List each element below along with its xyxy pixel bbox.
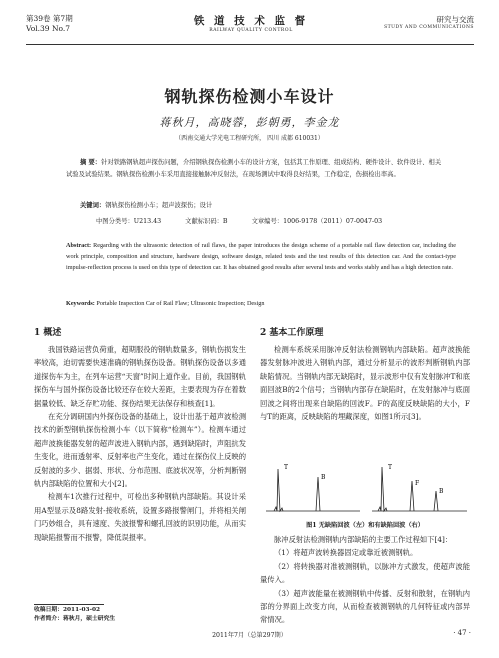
issue-footer: 2011年7月（总第297期） <box>212 632 287 639</box>
left-column <box>34 325 246 544</box>
section1-body <box>34 343 246 544</box>
column-en: STUDY AND COMMUNICATIONS <box>384 25 474 30</box>
section2-paragraph: 检测车系统采用脉冲反射法检测钢轨内部缺陷。超声波换能器发射脉冲波进入钢轨内部，通过分析显示的波形判断钢轨内部缺陷情况。当钢轨内部无缺陷时，显示波形中仅有发射脉冲T和底面回波B的2个信号；当钢轨内部存在缺陷时，在发射脉冲与底面回波之间将出现来自缺陷的回波F。F的高度反映缺陷的大小，F与T的距离，反映缺陷的埋藏深度，如图1所示[3]。 <box>260 345 470 422</box>
volume-cn: 第39卷 第7期 <box>26 14 73 23</box>
right-column-lower <box>260 520 470 627</box>
volume-en: Vol.39 No.7 <box>26 24 71 33</box>
abstract-en-text: Regarding with the ultrasonic detection of rail flaws, the paper introduces the design scheme of a portable rail flaw detection car, including the work principle, composition and structure, hardware design, software design, related tests and the test results of this detection car. And the contact-type impulse-reflection process is used on this type of detection car. It has obtained good results after several tests and works stably and has a high detection rate. <box>66 242 456 271</box>
section2-list-item: （1）将超声波转换器固定或靠近被测钢轨。 <box>274 548 418 558</box>
f-label-right: F <box>415 480 420 487</box>
b-label-right: B <box>439 488 444 495</box>
abstract-en <box>66 240 456 273</box>
footnote <box>34 606 115 624</box>
footnote-rule <box>34 604 104 605</box>
journal-name <box>171 13 331 33</box>
t-label-left: T <box>284 464 289 471</box>
journal-name-cn: 铁 道 技 术 监 督 <box>193 15 309 27</box>
t-label-right: T <box>388 464 393 471</box>
flaw-echo-right <box>410 481 414 511</box>
column-info <box>384 14 474 30</box>
article-number: 文章编号：1006-9178（2011）07-0047-03 <box>251 218 383 225</box>
section2-paragraph: 脉冲反射法检测钢轨内部缺陷的主要工作过程如下[4]： <box>274 535 453 544</box>
journal-name-en: RAILWAY QUALITY CONTROL <box>209 28 293 33</box>
keywords-cn <box>66 200 460 209</box>
column-cn: 研究与交流 <box>436 15 474 24</box>
authors: 蒋秋月，高晓蓉，彭朝勇，李金龙 <box>159 116 340 129</box>
section1-heading: 1 概述 <box>34 328 62 338</box>
transmit-pulse-right <box>378 467 387 511</box>
figure-caption: 图1 无缺陷回波（左）和有缺陷回波（右） <box>306 522 424 529</box>
right-column <box>260 325 470 423</box>
volume-info <box>26 14 73 34</box>
section2-list-item: （3）超声波能量在被测钢轨中传播、反射和散射，在钢轨内部的分界面上改变方向，从而检查被测钢轨的几何特征或内部异常情况。 <box>260 588 470 625</box>
keywords-cn-text: 钢轨探伤检测小车；超声波探伤；设计 <box>105 202 213 209</box>
clc-number: 中图分类号：U213.43 <box>96 218 162 225</box>
bottom-echo-left <box>316 477 320 511</box>
section1-paragraph: 在充分调研国内外探伤设备的基础上，设计出基于超声波检测技术的新型钢轨探伤检测小车（以下简称“检测车”）。检测车通过超声波换能器发射的超声波进入钢轨内部，遇到缺陷时，声阻抗发生变化，进而透射率、反射率也产生变化，通过在探伤仪上反映的反射波的多少、据弱、形状、分布范围、底波状况等，分析判断钢轨内部缺陷的位置和大小[2]。 <box>34 412 246 489</box>
keywords-cn-label: 关键词： <box>80 202 106 209</box>
keywords-en-label: Keywords: <box>66 300 95 307</box>
keywords-en <box>66 300 456 307</box>
ultrasonic-echo-figure <box>264 455 469 515</box>
abstract-cn <box>66 157 446 180</box>
paper-title: 钢轨探伤检测小车设计 <box>164 87 335 106</box>
transmit-pulse-left <box>274 469 283 511</box>
received-date: 收稿日期：2011-03-02 <box>34 607 101 613</box>
doc-code: 文献标识码：B <box>185 218 228 225</box>
bottom-echo-right <box>434 491 438 511</box>
author-bio: 作者简介：蒋秋月，硕士研究生 <box>34 616 116 622</box>
section1-paragraph: 我国铁路运营负荷重，超期服役的钢轨数量多，钢轨伤损发生率较高，迫切需要快速准确的钢轨探伤设备。钢轨探伤设备以多通道探伤车为主，在列车运营“天窗”时间上道作业。目前，我国钢轨探伤车与国外探伤设备比较还存在较大差距，主要表现为存在着数据量较低、缺乏存贮功能、探伤结果无法保存和核查[1]。 <box>34 345 246 408</box>
abstract-en-label: Abstract: <box>66 242 92 249</box>
keywords-en-text: Portable Inspection Car of Rail Flaw; Ultrasonic Inspection; Design <box>96 300 265 307</box>
classification <box>96 216 382 225</box>
section1-paragraph: 检测车1次推行过程中，可检出多种钢轨内部缺陷。其设计采用A型显示及8路发射-接收系统，设置多路报警闸门，并将相关闸门巧妙组合，具有速度、失波报警和螺孔回波的识别功能，从而实现缺陷报警而不报警，降低误报率。 <box>34 492 246 542</box>
b-label-left: B <box>321 474 326 481</box>
section2-list-item: （2）将转换器对准被测钢轨，以脉冲方式激发，使超声波能量传入。 <box>260 561 470 585</box>
affiliation: （西南交通大学光电工程研究所， 四川 成都 610031） <box>175 135 324 142</box>
section2-heading: 2 基本工作原理 <box>260 328 324 338</box>
section2-body-continued <box>260 533 470 627</box>
abstract-cn-label: 摘 要： <box>80 159 102 166</box>
section2-body <box>260 343 470 423</box>
page-number: · 47 · <box>453 629 471 637</box>
abstract-cn-text: 针对铁路钢轨超声探伤问题，介绍钢轨探伤检测小车的设计方案，包括其工作原理、组成结构、硬件设计、软件设计、相关试验及试验结果。钢轨探伤检测小车采用直接接触脉冲反射法，在现场测试中取得良好结果，工作稳定，伤损检出率高。 <box>66 159 442 178</box>
journal-header <box>26 8 474 45</box>
